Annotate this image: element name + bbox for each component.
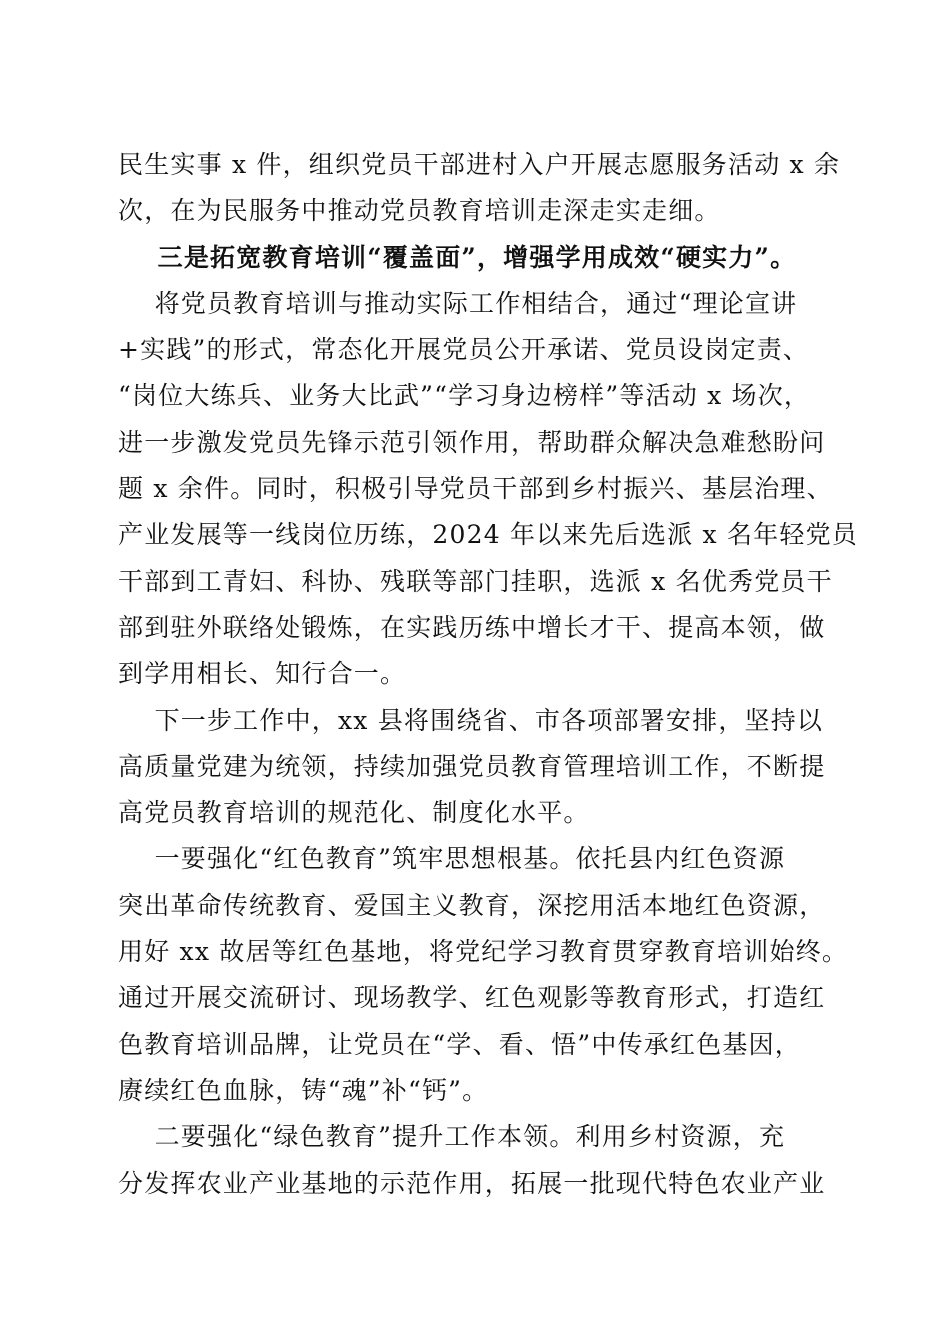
paragraph-line: +实践”的形式，常态化开展党员公开承诺、党员设岗定责、 <box>118 335 810 365</box>
paragraph-line: 产业发展等一线岗位历练，2024 年以来先后选派 x 名年轻党员 <box>118 520 858 550</box>
paragraph-line: 下一步工作中，xx 县将围绕省、市各项部署安排，坚持以 <box>118 705 824 735</box>
document-body <box>118 142 858 1207</box>
paragraph-line: 到学用相长、知行合一。 <box>118 659 407 689</box>
paragraph-line: 部到驻外联络处锻炼，在实践历练中增长才干、提高本领，做 <box>118 612 826 642</box>
paragraph-line: 题 x 余件。同时，积极引导党员干部到乡村振兴、基层治理、 <box>118 474 833 504</box>
paragraph-line: 一要强化“红色教育”筑牢思想根基。依托县内红色资源 <box>118 844 786 874</box>
paragraph-line: 分发挥农业产业基地的示范作用，拓展一批现代特色农业产业 <box>118 1168 826 1198</box>
paragraph-line: 用好 xx 故居等红色基地，将党纪学习教育贯穿教育培训始终。 <box>118 937 849 967</box>
paragraph-line: 高质量党建为统领，持续加强党员教育管理培训工作，不断提 <box>118 751 826 781</box>
paragraph-line: 进一步激发党员先锋示范引领作用，帮助群众解决急难愁盼问 <box>118 427 826 457</box>
paragraph-line: “岗位大练兵、业务大比武”“学习身边榜样”等活动 x 场次， <box>118 381 811 411</box>
paragraph-line: 色教育培训品牌，让党员在“学、看、悟”中传承红色基因， <box>118 1029 801 1059</box>
paragraph-line: 突出革命传统教育、爱国主义教育，深挖用活本地红色资源， <box>118 890 826 920</box>
paragraph-line: 次，在为民服务中推动党员教育培训走深走实走细。 <box>118 196 721 226</box>
paragraph-line: 干部到工青妇、科协、残联等部门挂职，选派 x 名优秀党员干 <box>118 566 833 596</box>
paragraph-line: 民生实事 x 件，组织党员干部进村入户开展志愿服务活动 x 余 <box>118 150 841 179</box>
paragraph-line: 高党员教育培训的规范化、制度化水平。 <box>118 798 590 828</box>
paragraph-line: 二要强化“绿色教育”提升工作本领。利用乡村资源，充 <box>118 1122 786 1152</box>
section-heading-line: 三是拓宽教育培训“覆盖面”，增强学用成效“硬实力”。 <box>118 242 797 272</box>
paragraph-line: 赓续红色血脉，铸“魂”补“钙”。 <box>118 1075 489 1105</box>
paragraph-line: 通过开展交流研讨、现场教学、红色观影等教育形式，打造红 <box>118 983 826 1013</box>
paragraph-line: 将党员教育培训与推动实际工作相结合，通过“理论宣讲 <box>118 288 798 318</box>
